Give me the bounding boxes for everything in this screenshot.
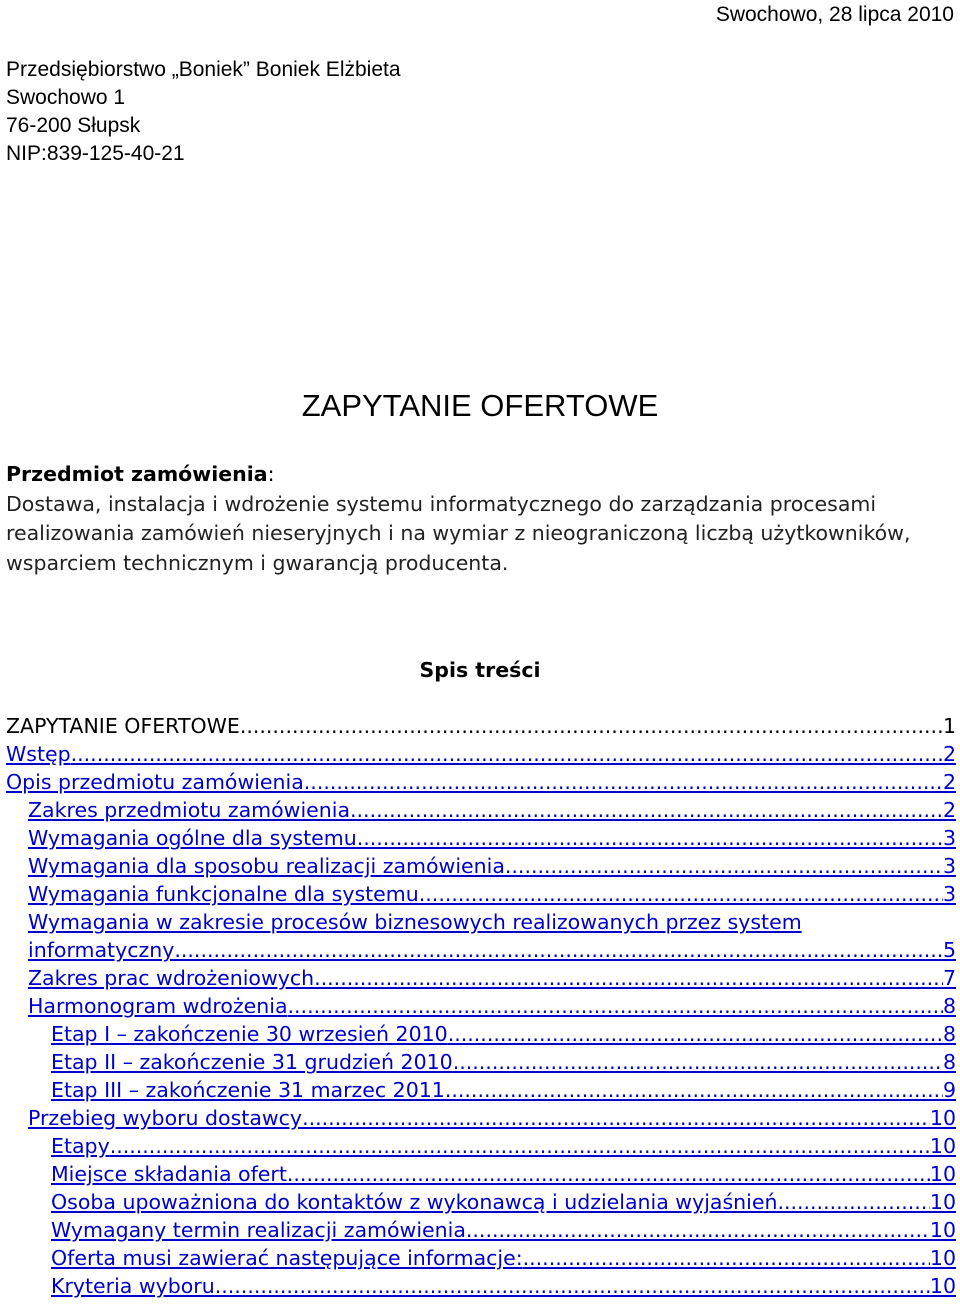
table-of-contents: [6, 712, 956, 1300]
toc-page-number: 8: [942, 1022, 956, 1046]
toc-item-miejsce-skladania[interactable]: [6, 1160, 956, 1188]
toc-item-label: Kryteria wyboru: [51, 1274, 215, 1298]
toc-page-number: 1: [942, 714, 956, 738]
toc-page-number: 10: [929, 1106, 956, 1130]
toc-item-label: Etapy: [51, 1134, 110, 1158]
toc-leader: [110, 1132, 930, 1160]
sender-street: Swochowo 1: [6, 86, 126, 109]
toc-item-opis-przedmiotu[interactable]: [6, 768, 956, 796]
toc-item-label: Zakres prac wdrożeniowych: [28, 966, 315, 990]
toc-leader: [288, 992, 943, 1020]
sender-company: Przedsiębiorstwo „Boniek” Boniek Elżbieta: [6, 58, 401, 81]
toc-item-label: Opis przedmiotu zamówienia: [6, 770, 304, 794]
toc-leader: [448, 1020, 943, 1048]
toc-page-number: 8: [942, 1050, 956, 1074]
toc-page-number: 8: [942, 994, 956, 1018]
toc-page-number: 3: [942, 882, 956, 906]
toc-leader: [453, 1048, 943, 1076]
toc-page-number: 2: [942, 770, 956, 794]
toc-item-etap-2[interactable]: [6, 1048, 956, 1076]
toc-item-etap-1[interactable]: [6, 1020, 956, 1048]
toc-item-wymagany-termin[interactable]: [6, 1216, 956, 1244]
toc-page-number: 2: [942, 742, 956, 766]
document-date: Swochowo, 28 lipca 2010: [715, 3, 954, 26]
toc-page-number: 10: [929, 1134, 956, 1158]
toc-leader: [350, 796, 943, 824]
toc-item-wstep[interactable]: [6, 740, 956, 768]
toc-page-number: 10: [929, 1274, 956, 1298]
subject-text: Dostawa, instalacja i wdrożenie systemu informatycznego do zarządzania procesami realizowania zamówień nieseryjnych i na wymiar z nieograniczoną liczbą użytkowników, wsparciem technicznym i gwarancją producenta.: [6, 491, 911, 575]
toc-leader: [302, 1104, 930, 1132]
toc-item-label: Harmonogram wdrożenia: [28, 994, 288, 1018]
toc-item-zakres-prac[interactable]: [6, 964, 956, 992]
toc-item-label: ZAPYTANIE OFERTOWE: [6, 714, 240, 738]
toc-leader: [445, 1076, 943, 1104]
toc-leader: [357, 824, 943, 852]
toc-heading: Spis treści: [419, 658, 541, 682]
toc-page-number: 10: [929, 1246, 956, 1270]
toc-item-label: informatyczny: [28, 938, 175, 962]
toc-item-etap-3[interactable]: [6, 1076, 956, 1104]
toc-page-number: 10: [929, 1162, 956, 1186]
toc-item-osoba-upowazniona[interactable]: [6, 1188, 956, 1216]
toc-item-label: Etap II – zakończenie 31 grudzień 2010: [51, 1050, 453, 1074]
toc-page-number: 9: [942, 1078, 956, 1102]
toc-item-label: Wymagania ogólne dla systemu: [28, 826, 357, 850]
toc-leader: [523, 1244, 930, 1272]
toc-item-zapytanie[interactable]: [6, 712, 956, 740]
order-subject: [6, 460, 956, 578]
toc-item-wymagania-funkcjonalne[interactable]: [6, 880, 956, 908]
toc-item-label: Zakres przedmiotu zamówienia: [28, 798, 351, 822]
sender-address: [6, 56, 401, 168]
toc-item-label: Wymagany termin realizacji zamówienia: [51, 1218, 466, 1242]
toc-item-label: Osoba upoważniona do kontaktów z wykonawcą i udzielania wyjaśnień: [51, 1190, 778, 1214]
toc-item-label: Etap III – zakończenie 31 marzec 2011: [51, 1078, 445, 1102]
toc-page-number: 3: [942, 826, 956, 850]
toc-page-number: 10: [929, 1190, 956, 1214]
toc-leader: [466, 1216, 930, 1244]
toc-item-oferta-musi[interactable]: [6, 1244, 956, 1272]
toc-item-etapy[interactable]: [6, 1132, 956, 1160]
toc-page-number: 7: [942, 966, 956, 990]
toc-leader: [240, 712, 943, 740]
toc-item-wymagania-procesow-line1[interactable]: Wymagania w zakresie procesów biznesowych realizowanych przez system: [28, 910, 802, 934]
page-title: ZAPYTANIE OFERTOWE: [301, 388, 659, 423]
toc-item-label: Wymagania dla sposobu realizacji zamówienia: [28, 854, 505, 878]
toc-item-harmonogram[interactable]: [6, 992, 956, 1020]
toc-item-label: Wstęp: [6, 742, 71, 766]
toc-page-number: 3: [942, 854, 956, 878]
toc-item-label: Wymagania funkcjonalne dla systemu: [28, 882, 419, 906]
toc-leader: [314, 964, 943, 992]
toc-item-wymagania-procesow[interactable]: [6, 936, 956, 964]
toc-item-wymagania-sposobu[interactable]: [6, 852, 956, 880]
toc-leader: [304, 768, 943, 796]
toc-item-label: Etap I – zakończenie 30 wrzesień 2010: [51, 1022, 448, 1046]
toc-item-wymagania-ogolne[interactable]: [6, 824, 956, 852]
toc-leader: [777, 1188, 929, 1216]
toc-item-label: Miejsce składania ofert: [51, 1162, 287, 1186]
toc-leader: [419, 880, 943, 908]
toc-page-number: 10: [929, 1218, 956, 1242]
toc-page-number: 2: [942, 798, 956, 822]
toc-leader: [174, 936, 943, 964]
toc-leader: [505, 852, 943, 880]
toc-item-przebieg-wyboru[interactable]: [6, 1104, 956, 1132]
sender-city: 76-200 Słupsk: [6, 114, 141, 137]
sender-nip: NIP:839-125-40-21: [6, 142, 185, 165]
toc-item-zakres-przedmiotu[interactable]: [6, 796, 956, 824]
toc-page-number: 5: [942, 938, 956, 962]
toc-item-label: Oferta musi zawierać następujące informacje:: [51, 1246, 523, 1270]
toc-leader: [215, 1272, 930, 1300]
subject-label: Przedmiot zamówienia: [6, 462, 268, 486]
toc-leader: [287, 1160, 930, 1188]
toc-leader: [71, 740, 943, 768]
toc-item-kryteria-wyboru[interactable]: [6, 1272, 956, 1300]
toc-item-label: Przebieg wyboru dostawcy: [28, 1106, 303, 1130]
subject-label-colon: :: [267, 462, 275, 486]
